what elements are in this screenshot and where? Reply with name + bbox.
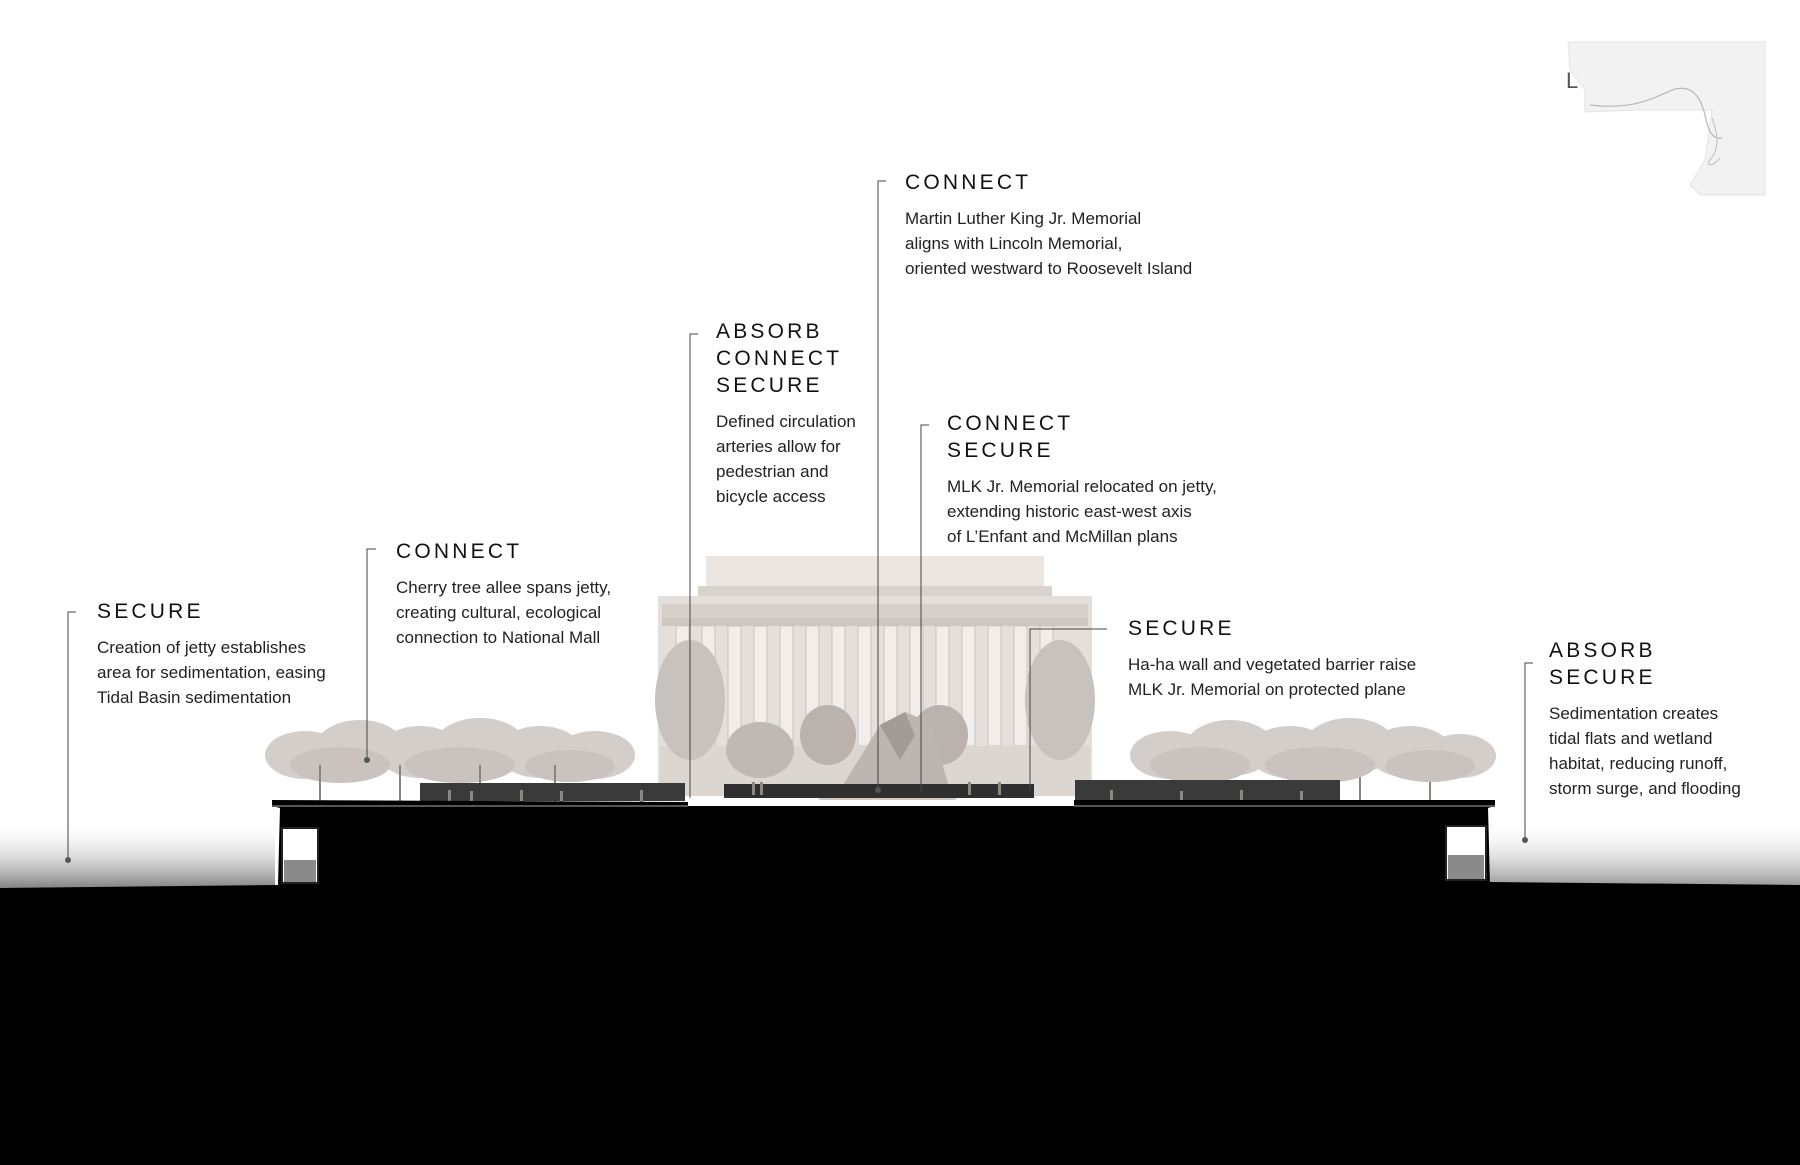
callout-absorb-secure — [1549, 637, 1741, 801]
callout-heading: SECURE — [97, 600, 204, 623]
callout-body: Creation of jetty establishes area for sedimentation, easing Tidal Basin sedimentation — [97, 638, 326, 707]
tidal-flat-left — [0, 820, 275, 890]
callout-body: Sedimentation creates tidal flats and wetland habitat, reducing runoff, storm surge, and flooding — [1549, 704, 1741, 798]
callout-body: MLK Jr. Memorial relocated on jetty, extending historic east-west axis of L’Enfant and McMillan plans — [947, 477, 1217, 546]
callout-heading: CONNECT — [905, 171, 1032, 194]
cherry-trees-right — [1130, 718, 1496, 783]
callout-heading: SECURE — [1128, 617, 1235, 640]
callout-body: Defined circulation arteries allow for pedestrian and bicycle access — [716, 412, 856, 506]
callout-secure-right — [1128, 615, 1416, 702]
callout-body: Ha-ha wall and vegetated barrier raise MLK Jr. Memorial on protected plane — [1128, 655, 1417, 699]
callout-connect-allee — [396, 538, 611, 650]
callout-heading: ABSORB SECURE — [1549, 639, 1656, 689]
callout-heading: CONNECT — [396, 540, 523, 563]
key-map-label: L — [1566, 68, 1579, 93]
callout-absorb-connect-secure — [716, 318, 856, 509]
tidal-flat-right — [1490, 820, 1800, 890]
callout-connect-secure — [947, 410, 1217, 549]
ha-ha-wall-left — [420, 783, 685, 801]
callout-body: Cherry tree allee spans jetty, creating cultural, ecological connection to National Mall — [396, 578, 612, 647]
callout-heading: ABSORB CONNECT SECURE — [716, 320, 843, 397]
key-map — [1568, 42, 1765, 195]
callout-secure-left — [97, 598, 326, 710]
callout-body: Martin Luther King Jr. Memorial aligns with Lincoln Memorial, oriented westward to Roosevelt Island — [905, 209, 1193, 278]
callout-heading: CONNECT SECURE — [947, 412, 1074, 462]
callout-connect-top — [905, 169, 1192, 281]
